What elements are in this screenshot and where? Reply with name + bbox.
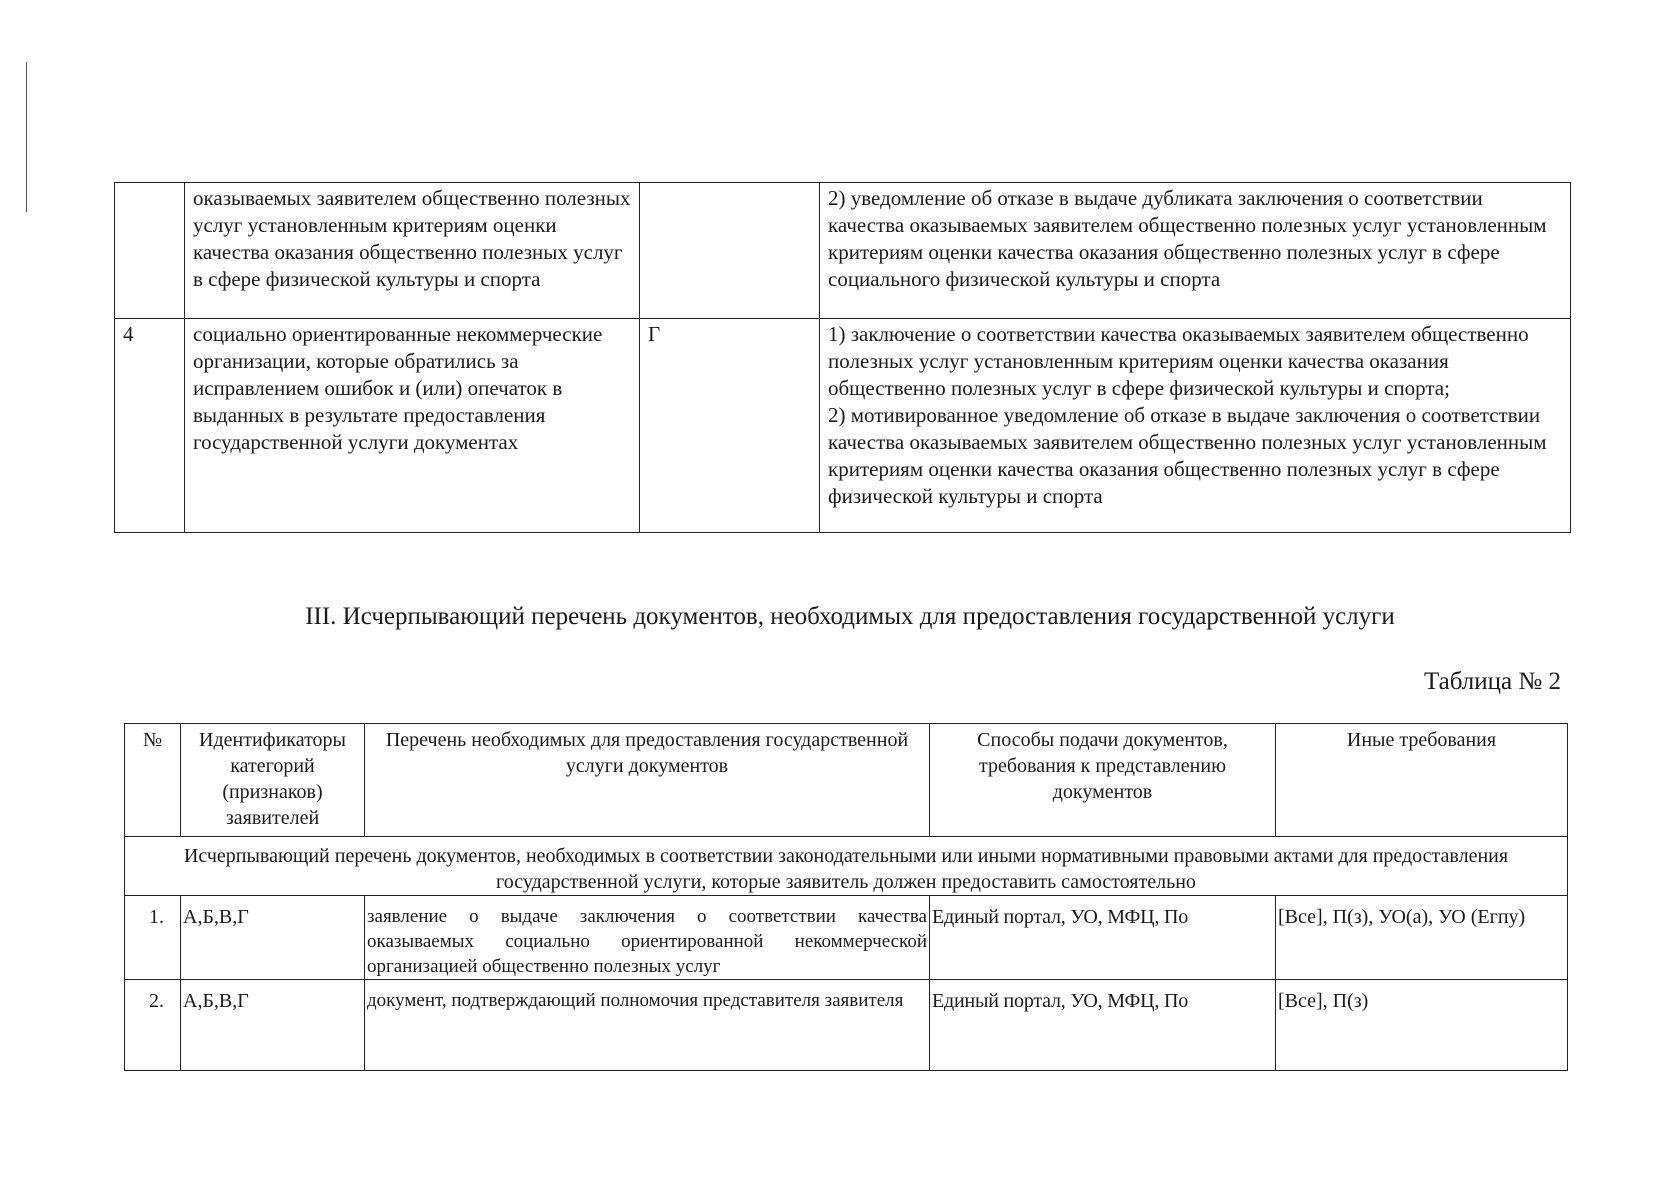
- section-heading: III. Исчерпывающий перечень документов, необходимых для предоставления государственной услуги: [305, 603, 1395, 630]
- documents-table: [124, 723, 1568, 1071]
- row-number: 4: [115, 319, 185, 533]
- table-row: [115, 183, 1571, 319]
- header-other-requirements: Иные требования: [1276, 724, 1568, 837]
- header-document-list: Перечень необходимых для предоставления государственной услуги документов: [365, 724, 930, 837]
- service-result: 2) уведомление об отказе в выдаче дубликата заключения о соответствии качества оказываемых заявителем общественно полезных услуг установленным критериям оценки качества оказания общественно полезных услуг в сфере социального физической культуры и спорта: [820, 183, 1571, 319]
- results-table-continued: [114, 182, 1571, 533]
- section-row: [125, 837, 1568, 896]
- applicant-ids: А,Б,В,Г: [181, 896, 365, 980]
- service-result: 1) заключение о соответствии качества оказываемых заявителем общественно полезных услуг установленным критериям оценки качества оказания общественно полезных услуг в сфере физической культуры и спорта; 2) мотивированное уведомление об отказе в выдаче заключения о соответствии качества оказываемых заявителем общественно полезных услуг установленным критериям оценки качества оказания общественно полезных услуг в сфере физической культуры и спорта: [820, 319, 1571, 533]
- table-row: [115, 319, 1571, 533]
- row-number: 2.: [125, 980, 181, 1071]
- row-number: [115, 183, 185, 319]
- margin-line: [26, 62, 27, 212]
- other-requirements: [Все], П(з), УО(а), УО (Егпу): [1276, 896, 1568, 980]
- table-number: Таблица № 2: [1423, 668, 1561, 695]
- document-name: документ, подтверждающий полномочия представителя заявителя: [365, 980, 930, 1071]
- table-row: [125, 896, 1568, 980]
- table-header-row: [125, 724, 1568, 837]
- other-requirements: [Все], П(з): [1276, 980, 1568, 1071]
- applicant-category: социально ориентированные некоммерческие организации, которые обратились за исправлением ошибок и (или) опечаток в выданных в результате предоставления государственной услуги документах: [185, 319, 640, 533]
- header-applicant-ids: Идентификаторы категорий (признаков) заявителей: [181, 724, 365, 837]
- header-submission-methods: Способы подачи документов, требования к представлению документов: [930, 724, 1276, 837]
- document-name: заявление о выдаче заключения о соответствии качества оказываемых социально ориентированной некоммерческой организацией общественно полезных услуг: [365, 896, 930, 980]
- table-row: [125, 980, 1568, 1071]
- applicant-ids: А,Б,В,Г: [181, 980, 365, 1071]
- category-id: [640, 183, 820, 319]
- submission-methods: Единый портал, УО, МФЦ, По: [930, 980, 1276, 1071]
- row-number: 1.: [125, 896, 181, 980]
- category-id: Г: [640, 319, 820, 533]
- applicant-category: оказываемых заявителем общественно полезных услуг установленным критериям оценки качества оказания общественно полезных услуг в сфере физической культуры и спорта: [185, 183, 640, 319]
- header-number: №: [125, 724, 181, 837]
- submission-methods: Единый портал, УО, МФЦ, По: [930, 896, 1276, 980]
- section-row-text: Исчерпывающий перечень документов, необходимых в соответствии законодательными или иными нормативными правовыми актами для предоставления государственной услуги, которые заявитель должен предоставить самостоятельно: [125, 837, 1568, 896]
